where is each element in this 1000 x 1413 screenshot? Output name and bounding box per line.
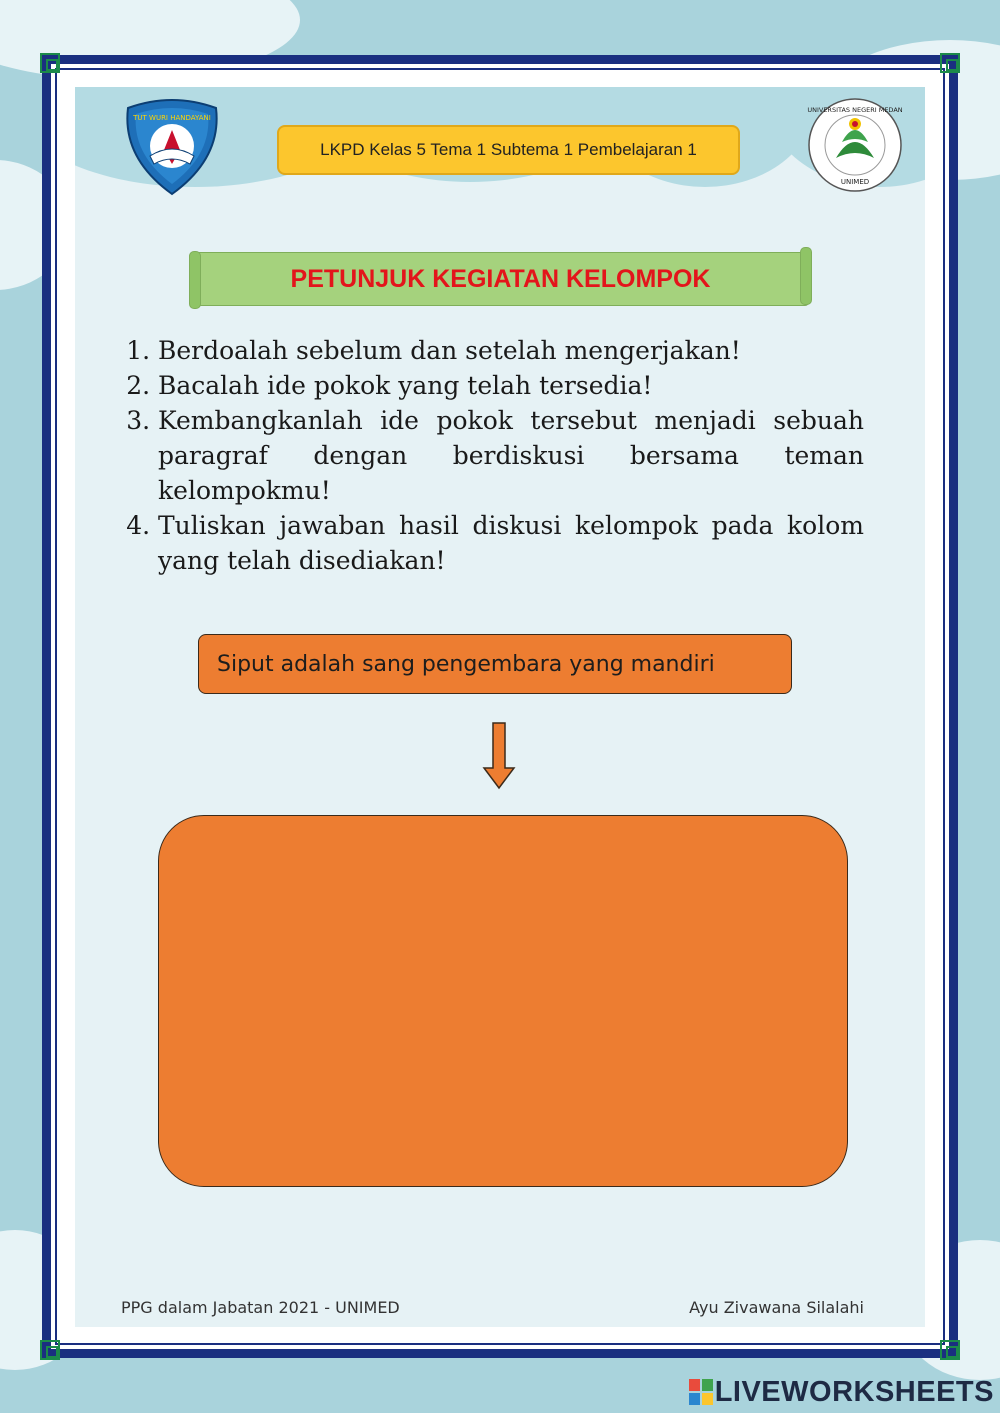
frame-corner-top-left bbox=[40, 53, 60, 73]
tut-wuri-handayani-logo bbox=[120, 98, 224, 196]
frame-corner-top-right bbox=[940, 53, 960, 73]
instruction-item: 2. Bacalah ide pokok yang telah tersedia! bbox=[158, 368, 864, 403]
instruction-item: 4. Tuliskan jawaban hasil diskusi kelompok pada kolom yang telah disediakan! bbox=[158, 508, 864, 578]
frame-corner-bottom-left bbox=[40, 1340, 60, 1360]
footer-author: Ayu Zivawana Silalahi bbox=[689, 1298, 864, 1317]
main-idea-text: Siput adalah sang pengembara yang mandiri bbox=[217, 651, 715, 677]
liveworksheets-logo-icon bbox=[689, 1379, 713, 1405]
frame-corner-bottom-right bbox=[940, 1340, 960, 1360]
instruction-item: 1. Berdoalah sebelum dan setelah mengerjakan! bbox=[158, 333, 864, 368]
instruction-item: 3. Kembangkanlah ide pokok tersebut menjadi sebuah paragraf dengan berdiskusi bersama teman kelompokmu! bbox=[158, 403, 864, 508]
footer-program: PPG dalam Jabatan 2021 - UNIMED bbox=[121, 1298, 400, 1317]
down-arrow-icon bbox=[482, 722, 516, 790]
liveworksheets-watermark bbox=[689, 1375, 994, 1409]
instruction-list bbox=[118, 333, 864, 578]
logo-right-text: UNIVERSITAS NEGERI MEDAN bbox=[807, 106, 903, 114]
watermark-text: LIVEWORKSHEETS bbox=[714, 1375, 994, 1408]
unimed-logo bbox=[806, 96, 904, 194]
activity-banner bbox=[192, 252, 809, 306]
logo-right-bottom-text: UNIMED bbox=[840, 178, 870, 186]
banner-title: PETUNJUK KEGIATAN KELOMPOK bbox=[290, 264, 711, 293]
main-idea-box bbox=[198, 634, 792, 694]
logo-left-text: TUT WURI HANDAYANI bbox=[133, 114, 211, 122]
header-title: LKPD Kelas 5 Tema 1 Subtema 1 Pembelajaran 1 bbox=[277, 125, 740, 175]
answer-box[interactable] bbox=[158, 815, 848, 1187]
